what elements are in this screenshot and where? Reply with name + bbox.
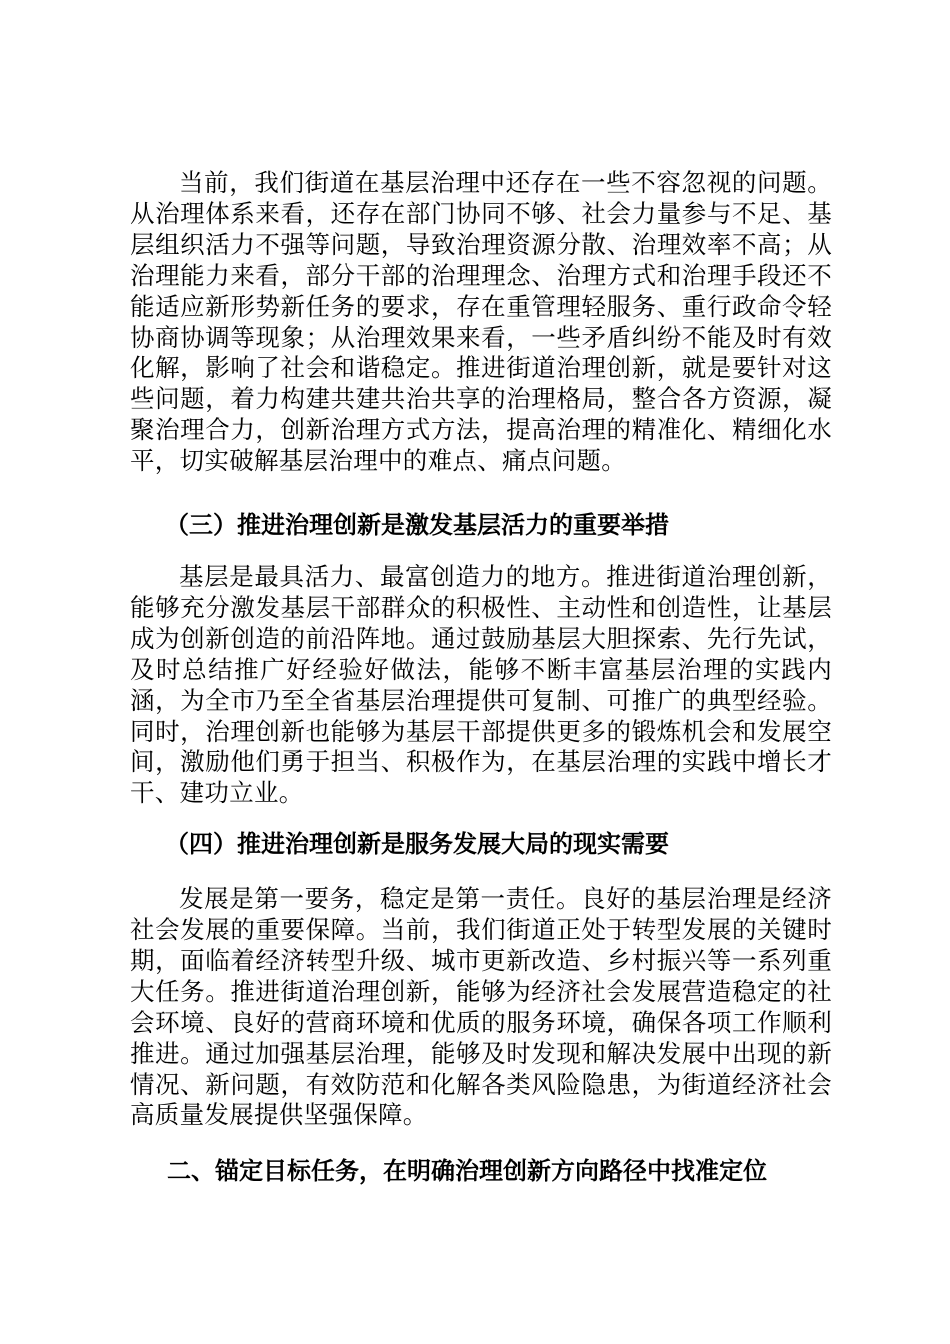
body-paragraph: 发展是第一要务，稳定是第一责任。良好的基层治理是经济社会发展的重要保障。当前，我们街道正处于转型发展的关键时期，面临着经济转型升级、城市更新改造、乡村振兴等一系列重大任务。推进街道治理创新，能够为经济社会发展营造稳定的社会环境、良好的营商环境和优质的服务环境，确保各项工作顺利推进。通过加强基层治理，能够及时发现和解决发展中出现的新情况、新问题，有效防范和化解各类风险隐患，为街道经济社会高质量发展提供坚强保障。 [130, 884, 832, 1130]
body-paragraph: 基层是最具活力、最富创造力的地方。推进街道治理创新，能够充分激发基层干部群众的积极性、主动性和创造性，让基层成为创新创造的前沿阵地。通过鼓励基层大胆探索、先行先试，及时总结推广好经验好做法，能够不断丰富基层治理的实践内涵，为全市乃至全省基层治理提供可复制、可推广的典型经验。同时，治理创新也能够为基层干部提供更多的锻炼机会和发展空间，激励他们勇于担当、积极作为，在基层治理的实践中增长才干、建功立业。 [130, 561, 832, 808]
subsection-heading-4: （四）推进治理创新是服务发展大局的现实需要 [165, 830, 669, 859]
document-page [130, 168, 832, 1187]
subsection-heading-3: （三）推进治理创新是激发基层活力的重要举措 [165, 511, 669, 540]
section-heading-2: 二、锚定目标任务，在明确治理创新方向路径中找准定位 [167, 1157, 767, 1186]
body-paragraph: 当前，我们街道在基层治理中还存在一些不容忽视的问题。从治理体系来看，还存在部门协同不够、社会力量参与不足、基层组织活力不强等问题，导致治理资源分散、治理效率不高；从治理能力来看，部分干部的治理理念、治理方式和治理手段还不能适应新形势新任务的要求，存在重管理轻服务、重行政命令轻协商协调等现象；从治理效果来看，一些矛盾纠纷不能及时有效化解，影响了社会和谐稳定。推进街道治理创新，就是要针对这些问题，着力构建共建共治共享的治理格局，整合各方资源，凝聚治理合力，创新治理方式方法，提高治理的精准化、精细化水平，切实破解基层治理中的难点、痛点问题。 [130, 168, 832, 476]
